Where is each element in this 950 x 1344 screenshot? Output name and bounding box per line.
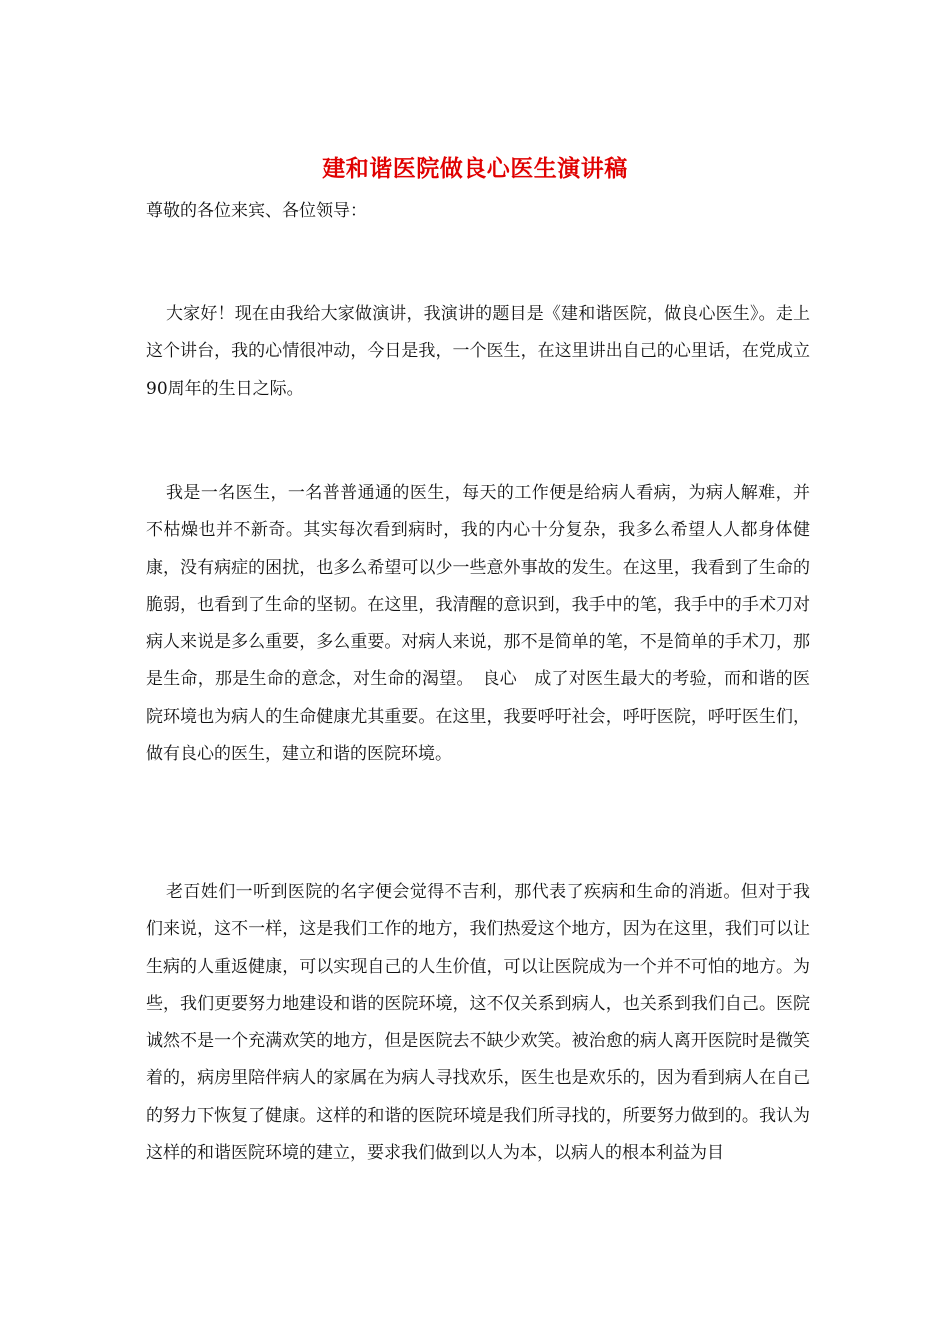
paragraph-3: 老百姓们一听到医院的名字便会觉得不吉利，那代表了疾病和生命的消逝。但对于我们来说，这不一样，这是我们工作的地方，我们热爱这个地方，因为在这里，我们可以让生病的人重返健康，可以实现自己的人生价值，可以让医院成为一个并不可怕的地方。为些，我们更要努力地建设和谐的医院环境，这不仅关系到病人，也关系到我们自己。医院诚然不是一个充满欢笑的地方，但是医院去不缺少欢笑。被治愈的病人离开医院时是微笑着的，病房里陪伴病人的家属在为病人寻找欢乐，医生也是欢乐的，因为看到病人在自己的努力下恢复了健康。这样的和谐的医院环境是我们所寻找的，所要努力做到的。我认为这样的和谐医院环境的建立，要求我们做到以人为本，以病人的根本利益为目 — [146, 882, 810, 1164]
paragraph-1: 大家好！现在由我给大家做演讲，我演讲的题目是《建和谐医院，做良心医生》。走上这个讲台，我的心情很冲动，今日是我，一个医生，在这里讲出自己的心里话，在党成立90周年的生日之际。 — [146, 304, 810, 399]
greeting-line: 尊敬的各位来宾、各位领导： — [146, 201, 367, 221]
paragraph-2: 我是一名医生，一名普普通通的医生，每天的工作便是给病人看病，为病人解难，并不枯燥也并不新奇。其实每次看到病时，我的内心十分复杂，我多么希望人人都身体健康，没有病症的困扰，也多么希望可以少一些意外事故的发生。在这里，我看到了生命的脆弱，也看到了生命的坚韧。在这里，我清醒的意识到，我手中的笔，我手中的手术刀对病人来说是多么重要，多么重要。对病人来说，那不是简单的笔，不是简单的手术刀，那是生命，那是生命的意念，对生命的渴望。 良心 成了对医生最大的考验，而和谐的医院环境也为病人的生命健康尤其重要。在这里，我要呼吁社会，呼吁医院，呼吁医生们，做有良心的医生，建立和谐的医院环境。 — [146, 483, 810, 765]
document-title: 建和谐医院做良心医生演讲稿 — [322, 155, 628, 182]
